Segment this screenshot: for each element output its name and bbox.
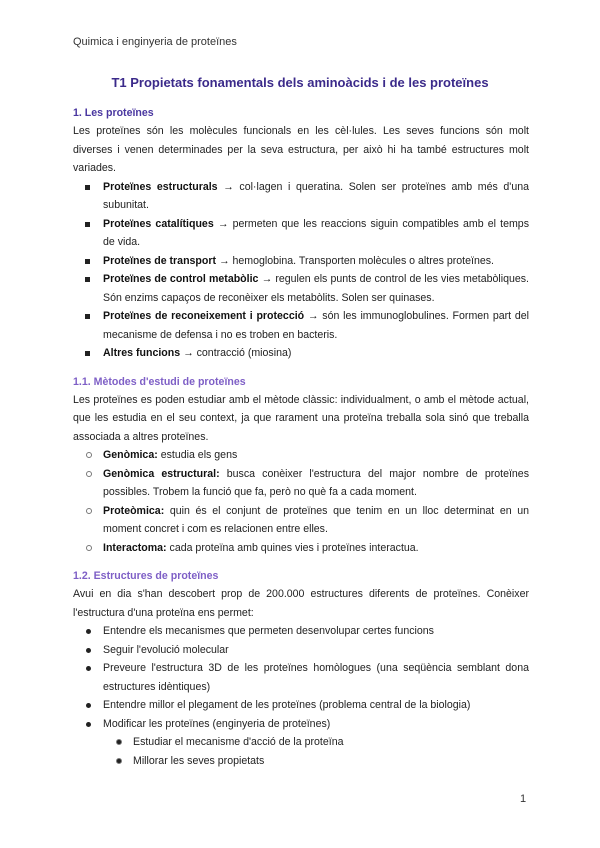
list-item: Millorar les seves propietats xyxy=(103,752,529,771)
list-item: Proteïnes estructurals → col·lagen i queratina. Solen ser proteïnes amb més d'una subunitat. xyxy=(73,178,529,215)
list-item: Proteïnes de reconeixement i protecció → són les immunoglobulines. Formen part del mecanisme de defensa i no es troben en bacteris. xyxy=(73,307,529,344)
list-item: Modificar les proteïnes (enginyeria de proteïnes) Estudiar el mecanisme d'acció de la proteïna Millorar les seves propietats xyxy=(73,715,529,771)
document-title: T1 Propietats fonamentals dels aminoàcids i de les proteïnes xyxy=(111,75,489,90)
section-1-intro: Les proteïnes són les molècules funcionals en les cèl·lules. Les seves funcions són molt diverses i venen determinades per la seva estructura, per això hi ha també estructures molt variades. xyxy=(73,125,529,174)
nested-list xyxy=(103,733,529,770)
list-item: Genòmica estructural: busca conèixer l'estructura del major nombre de proteïnes possibles. Trobem la funció que fa, però no què fa a cada moment. xyxy=(73,465,529,502)
list-item: Proteïnes de control metabòlic → regulen els punts de control de les vies metabòliques. Són enzims capaços de reconèixer els metabòlits. Solen ser quinases. xyxy=(73,270,529,307)
section-1-2-intro: Avui en dia s'han descobert prop de 200.000 estructures diferents de proteïnes. Conèixer l'estructura d'una proteïna ens permet: xyxy=(73,588,529,619)
section-heading-1-2: 1.2. Estructures de proteïnes xyxy=(73,570,219,582)
list-item: Proteïnes de transport → hemoglobina. Transporten molècules o altres proteïnes. xyxy=(73,252,529,271)
section-1-1-intro: Les proteïnes es poden estudiar amb el mètode clàssic: individualment, o amb el mètode actual, que les estudia en el seu context, ja que rarament una proteïna treballa sola sinó que treballa associada a altres proteïnes. xyxy=(73,393,529,443)
study-methods-list xyxy=(73,446,529,557)
list-item: Proteïnes catalítiques → permeten que les reaccions siguin compatibles amb el temps de vida. xyxy=(73,215,529,252)
list-item: Seguir l'evolució molecular xyxy=(73,641,529,660)
list-item: Genòmica: estudia els gens xyxy=(73,446,529,465)
running-header: Quimica i enginyeria de proteïnes xyxy=(73,36,237,48)
list-item: Entendre millor el plegament de les proteïnes (problema central de la biologia) xyxy=(73,696,529,715)
section-heading-1: 1. Les proteïnes xyxy=(73,107,154,119)
list-item: Entendre els mecanismes que permeten desenvolupar certes funcions xyxy=(73,622,529,641)
section-heading-1-1: 1.1. Mètodes d'estudi de proteïnes xyxy=(73,375,246,388)
list-item: Altres funcions → contracció (miosina) xyxy=(73,344,529,363)
list-item: Interactoma: cada proteïna amb quines vies i proteïnes interactua. xyxy=(73,539,529,558)
protein-functions-list xyxy=(73,178,529,363)
page-number: 1 xyxy=(520,793,527,805)
document-body xyxy=(73,104,529,770)
structure-benefits-list xyxy=(73,622,529,770)
list-item: Estudiar el mecanisme d'acció de la proteïna xyxy=(103,733,529,752)
list-item: Preveure l'estructura 3D de les proteïnes homòlogues (una seqüència semblant dona estructures idèntiques) xyxy=(73,659,529,696)
list-item: Proteòmica: quin és el conjunt de proteïnes que tenim en un lloc determinat en un moment concret i com es relacionen entre elles. xyxy=(73,502,529,539)
